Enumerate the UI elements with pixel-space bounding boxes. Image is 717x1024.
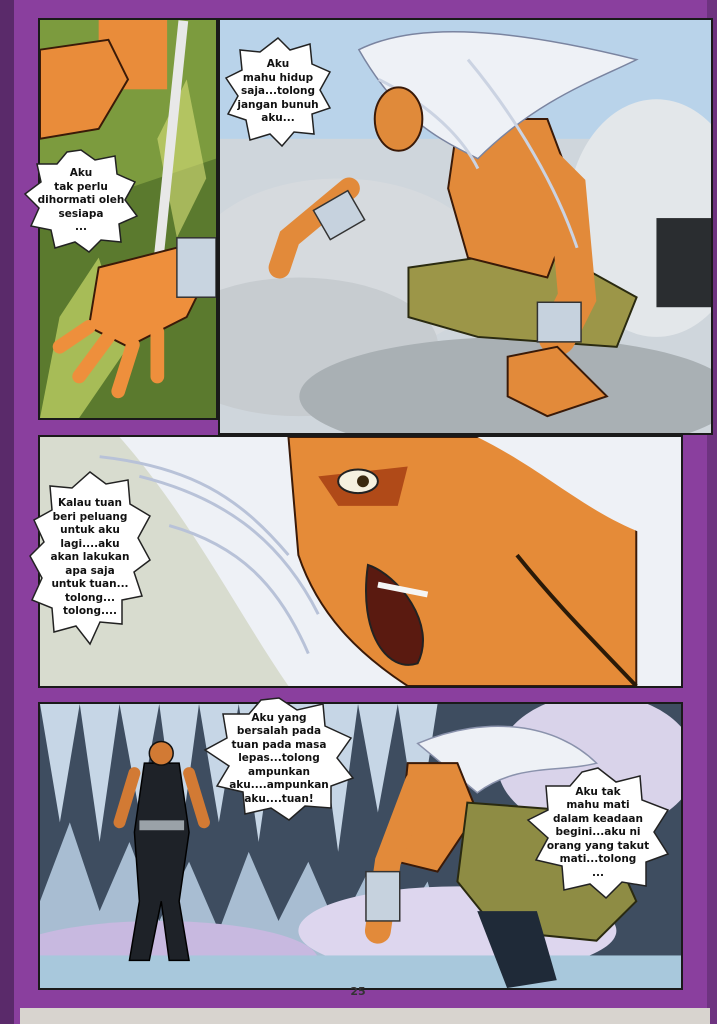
speech-text: Aku mahu hidup saja...tolong jangan bunuh aku... bbox=[237, 58, 319, 125]
speech-bubble-panel-4-right bbox=[528, 768, 668, 898]
speech-bubble-panel-3 bbox=[30, 472, 150, 644]
speech-text: Kalau tuan beri peluang untuk aku lagi....aku akan lakukan apa saja untuk tuan... tolong... tolong.... bbox=[50, 497, 130, 618]
speech-bubble-panel-4-left bbox=[205, 698, 353, 820]
page-number: 25 bbox=[350, 985, 366, 998]
page-spine bbox=[0, 0, 14, 1024]
page-bottom-strip bbox=[20, 1008, 710, 1024]
speech-bubble-panel-2 bbox=[226, 38, 330, 146]
speech-bubble-panel-1 bbox=[25, 150, 137, 252]
speech-text: Aku tak mahu mati dalam keadaan begini...aku ni orang yang takut mati...tolong ... bbox=[546, 785, 650, 879]
speech-text: Aku yang bersalah pada tuan pada masa lepas...tolong ampunkan aku....ampunkan aku....tuan! bbox=[229, 711, 329, 805]
speech-text: Aku tak perlu dihormati oleh sesiapa ... bbox=[37, 167, 125, 234]
